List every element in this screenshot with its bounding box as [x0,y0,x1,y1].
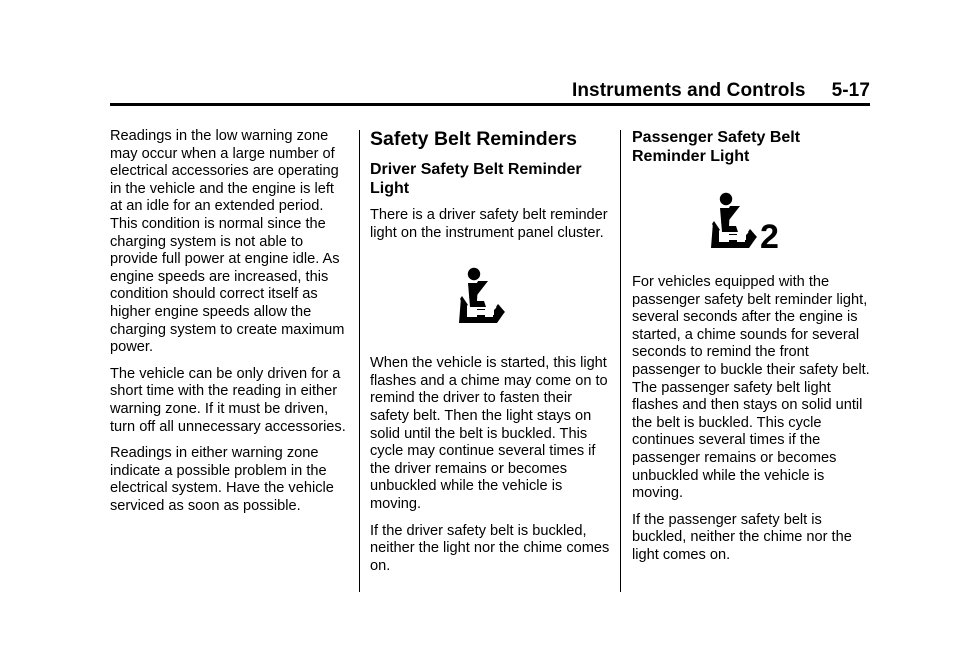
paragraph: Readings in the low warning zone may occur when a large number of electrical accessories are operating in the vehicle and the engine is left at an idle for an extended period. This condition is normal since the charging system is not able to provide full power at engine idle. As engine speeds are increased, this condition should correct itself as higher engine speeds allow the charging system to create maximum power. [110,128,345,356]
paragraph: For vehicles equipped with the passenger safety belt reminder light, several seconds after the engine is started, a chime sounds for several seconds to remind the front passenger to buckle their safety belt. The passenger safety belt light flashes and then stays on solid until the belt is buckled. This cycle continues several times if the passenger remains or becomes unbuckled while the vehicle is moving. [632,274,870,502]
paragraph: If the passenger safety belt is buckled, neither the chime nor the light comes on. [632,511,852,563]
sub-heading: Passenger Safety Belt Reminder Light [632,129,801,165]
header-rule [110,103,870,106]
paragraph: There is a driver safety belt reminder light on the instrument panel cluster. [370,207,608,241]
paragraph: When the vehicle is started, this light flashes and a chime may come on to remind the driver to fasten their safety belt. Then the light stays on solid until the belt is buckled. This cycle may continue several times if the driver remains or becomes unbuckled while the vehicle is moving. [370,355,608,512]
column-divider-2 [620,130,621,592]
paragraph: The vehicle can be only driven for a short time with the reading in either warning zone. If it must be driven, turn off all unnecessary accessories. [110,365,346,435]
column-1 [110,128,350,524]
section-title: Instruments and Controls [571,80,806,101]
page-header [110,80,870,104]
sub-heading: Driver Safety Belt Reminder Light [370,161,582,197]
paragraph: Readings in either warning zone indicate a possible problem in the electrical system. Have the vehicle serviced as soon as possible. [110,445,334,514]
passenger-number-label: 2 [760,218,779,254]
column-divider-1 [359,130,360,592]
paragraph: If the driver safety belt is buckled, neither the light nor the chime comes on. [370,522,610,574]
passenger-seatbelt-reminder-icon [632,192,872,254]
column-3 [632,128,872,574]
seatbelt-reminder-icon [370,267,610,329]
page-number: 5-17 [831,80,870,101]
header-title [572,80,870,102]
section-heading: Safety Belt Reminders [370,128,577,150]
column-2 [370,128,610,584]
